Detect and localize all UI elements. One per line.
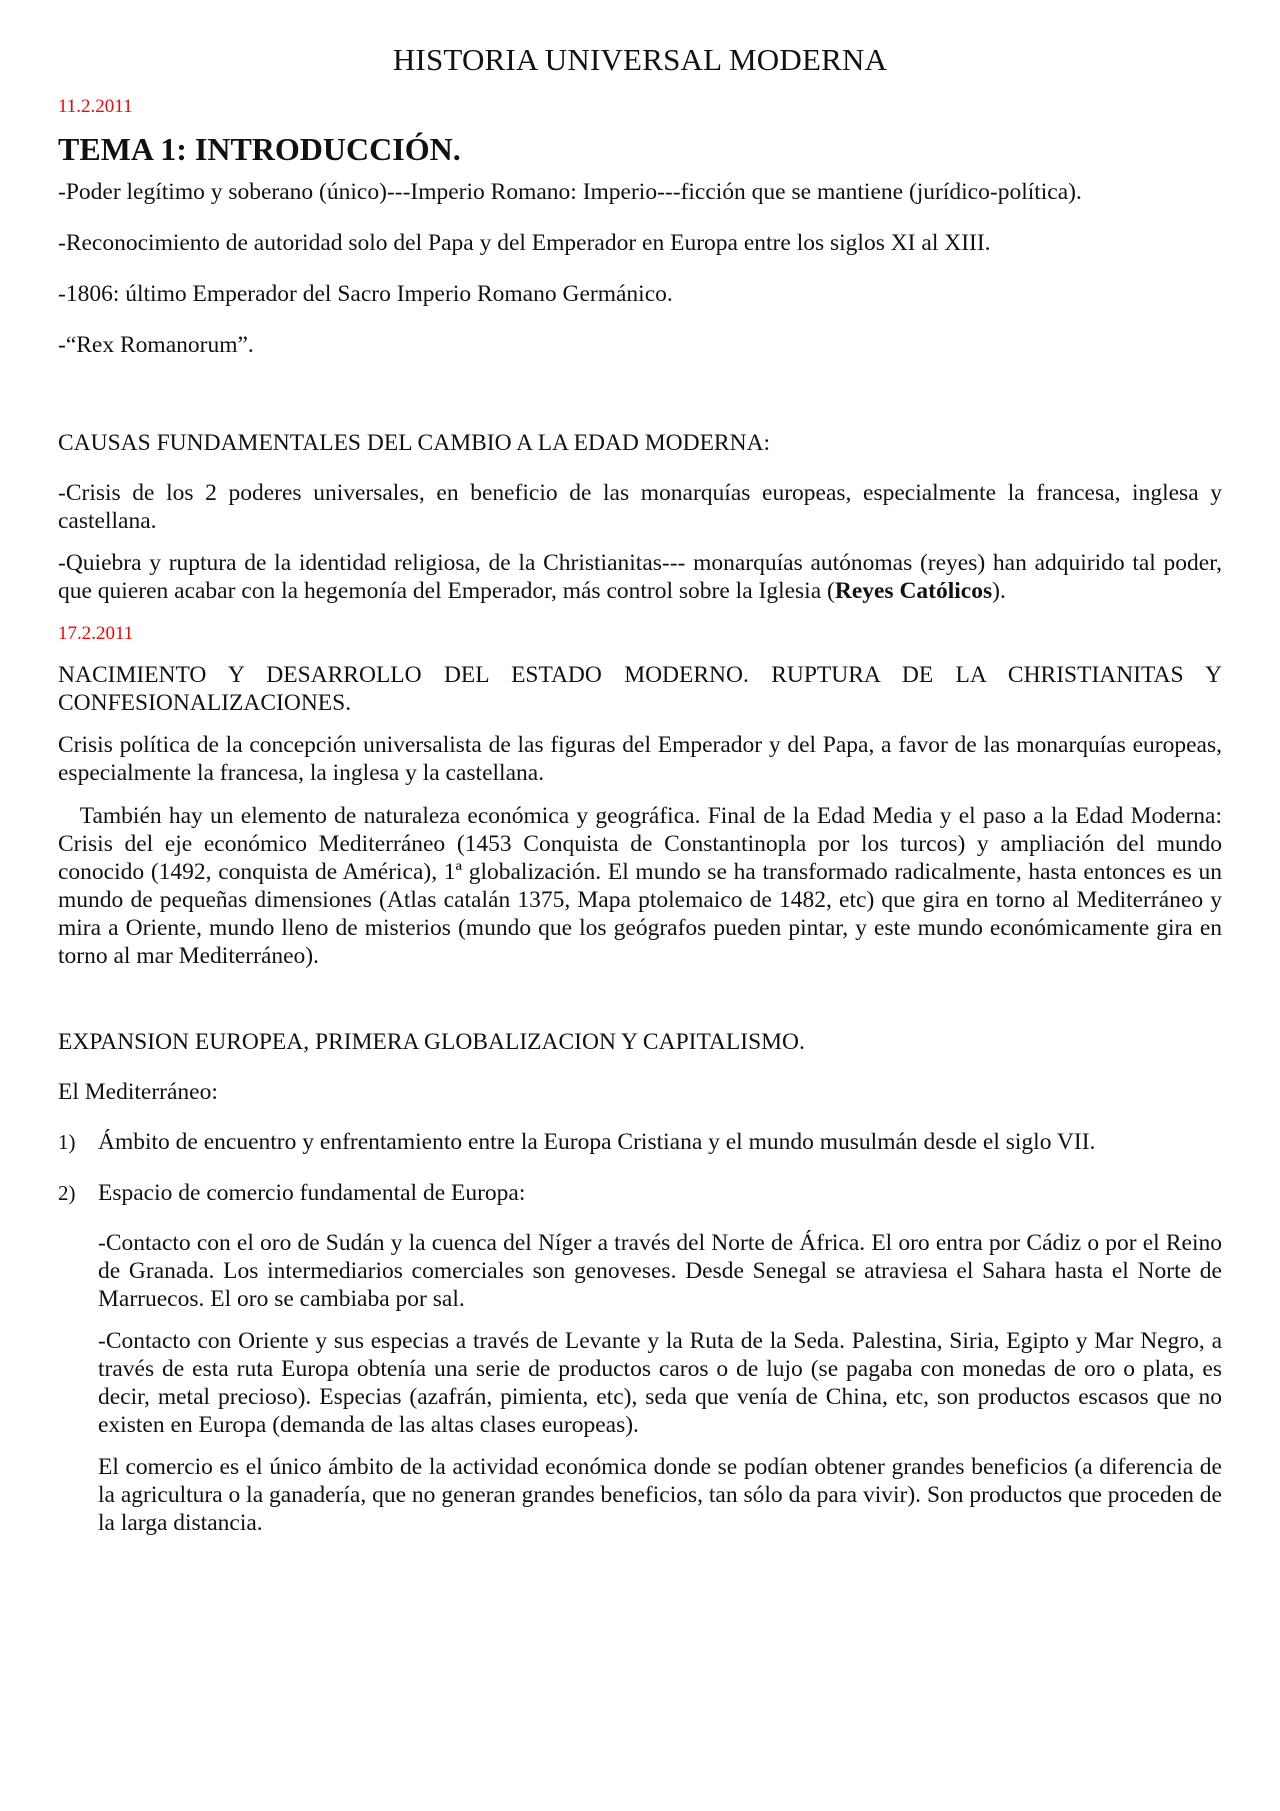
paragraph: -1806: último Emperador del Sacro Imperio Romano Germánico. xyxy=(58,281,673,307)
list-text: Ámbito de encuentro y enfrentamiento entre la Europa Cristiana y el mundo musulmán desde el siglo VII. xyxy=(98,1129,1096,1155)
paragraph: -Contacto con Oriente y sus especias a través de Levante y la Ruta de la Seda. Palestina, Siria, Egipto y Mar Negro, a través de esta ruta Europa obtenía una serie de productos caros o de lujo (se pagaba con monedas de oro o plata, es decir, metal precioso). Especias (azafrán, pimienta, etc), seda que venía de China, etc, son productos escasos que no existen en Europa (demanda de las altas clases europeas). xyxy=(98,1328,1222,1438)
list-number: 2) xyxy=(58,1181,76,1205)
paragraph xyxy=(58,549,1222,605)
document-title: HISTORIA UNIVERSAL MODERNA xyxy=(392,42,888,77)
paragraph-text: ). xyxy=(992,578,1006,604)
paragraph: Crisis política de la concepción universalista de las figuras del Emperador y del Papa, a favor de las monarquías europeas, especialmente la francesa, la inglesa y la castellana. xyxy=(58,732,1222,786)
paragraph: -Contacto con el oro de Sudán y la cuenca del Níger a través del Norte de África. El oro entra por Cádiz o por el Reino de Granada. Los intermediarios comerciales son genoveses. Desde Senegal se atraviesa el Sahara hasta el Norte de Marruecos. El oro se cambiaba por sal. xyxy=(98,1230,1222,1312)
paragraph-text: -Quiebra y ruptura de la identidad religiosa, de la Christianitas--- monarquías autónomas (reyes) han adquirido tal poder, que quieren acabar con la hegemonía del Emperador, más control sobre la Iglesia ( xyxy=(58,550,1222,604)
paragraph: -Poder legítimo y soberano (único)---Imperio Romano: Imperio---ficción que se mantiene (jurídico-política). xyxy=(58,179,1082,205)
paragraph: El Mediterráneo: xyxy=(58,1079,218,1105)
list-item xyxy=(58,1179,1222,1207)
list-item xyxy=(58,1128,1222,1156)
section-heading: TEMA 1: INTRODUCCIÓN. xyxy=(58,131,461,167)
section-subtitle: NACIMIENTO Y DESARROLLO DEL ESTADO MODERNO. RUPTURA DE LA CHRISTIANITAS Y CONFESIONALIZACIONES. xyxy=(58,662,1222,716)
paragraph: -“Rex Romanorum”. xyxy=(58,332,254,358)
bold-text: Reyes Católicos xyxy=(834,578,993,604)
date-label: 17.2.2011 xyxy=(58,623,134,644)
paragraph: También hay un elemento de naturaleza económica y geográfica. Final de la Edad Media y el paso a la Edad Moderna: Crisis del eje económico Mediterráneo (1453 Conquista de Constantinopla por los turcos) y ampliación del mundo conocido (1492, conquista de América), 1ª globalización. El mundo se ha transformado radicalmente, hasta entonces es un mundo de pequeñas dimensiones (Atlas catalán 1375, Mapa ptolemaico de 1482, etc) que gira en torno al Mediterráneo y mira a Oriente, mundo lleno de misterios (mundo que los geógrafos pueden pintar, y este mundo económicamente gira en torno al mar Mediterráneo). xyxy=(58,803,1228,969)
paragraph: -Reconocimiento de autoridad solo del Papa y del Emperador en Europa entre los siglos XI al XIII. xyxy=(58,230,991,256)
section-subtitle: EXPANSION EUROPEA, PRIMERA GLOBALIZACION Y CAPITALISMO. xyxy=(58,1029,805,1055)
paragraph: El comercio es el único ámbito de la actividad económica donde se podían obtener grandes beneficios (a diferencia de la agricultura o la ganadería, que no generan grandes beneficios, tan sólo da para vivir). Son productos que proceden de la larga distancia. xyxy=(98,1454,1222,1536)
section-subtitle: CAUSAS FUNDAMENTALES DEL CAMBIO A LA EDAD MODERNA: xyxy=(58,430,771,456)
list-text: Espacio de comercio fundamental de Europa: xyxy=(98,1180,526,1206)
date-label: 11.2.2011 xyxy=(58,96,133,117)
list-number: 1) xyxy=(58,1130,76,1154)
paragraph: -Crisis de los 2 poderes universales, en beneficio de las monarquías europeas, especialmente la francesa, inglesa y castellana. xyxy=(58,480,1222,534)
